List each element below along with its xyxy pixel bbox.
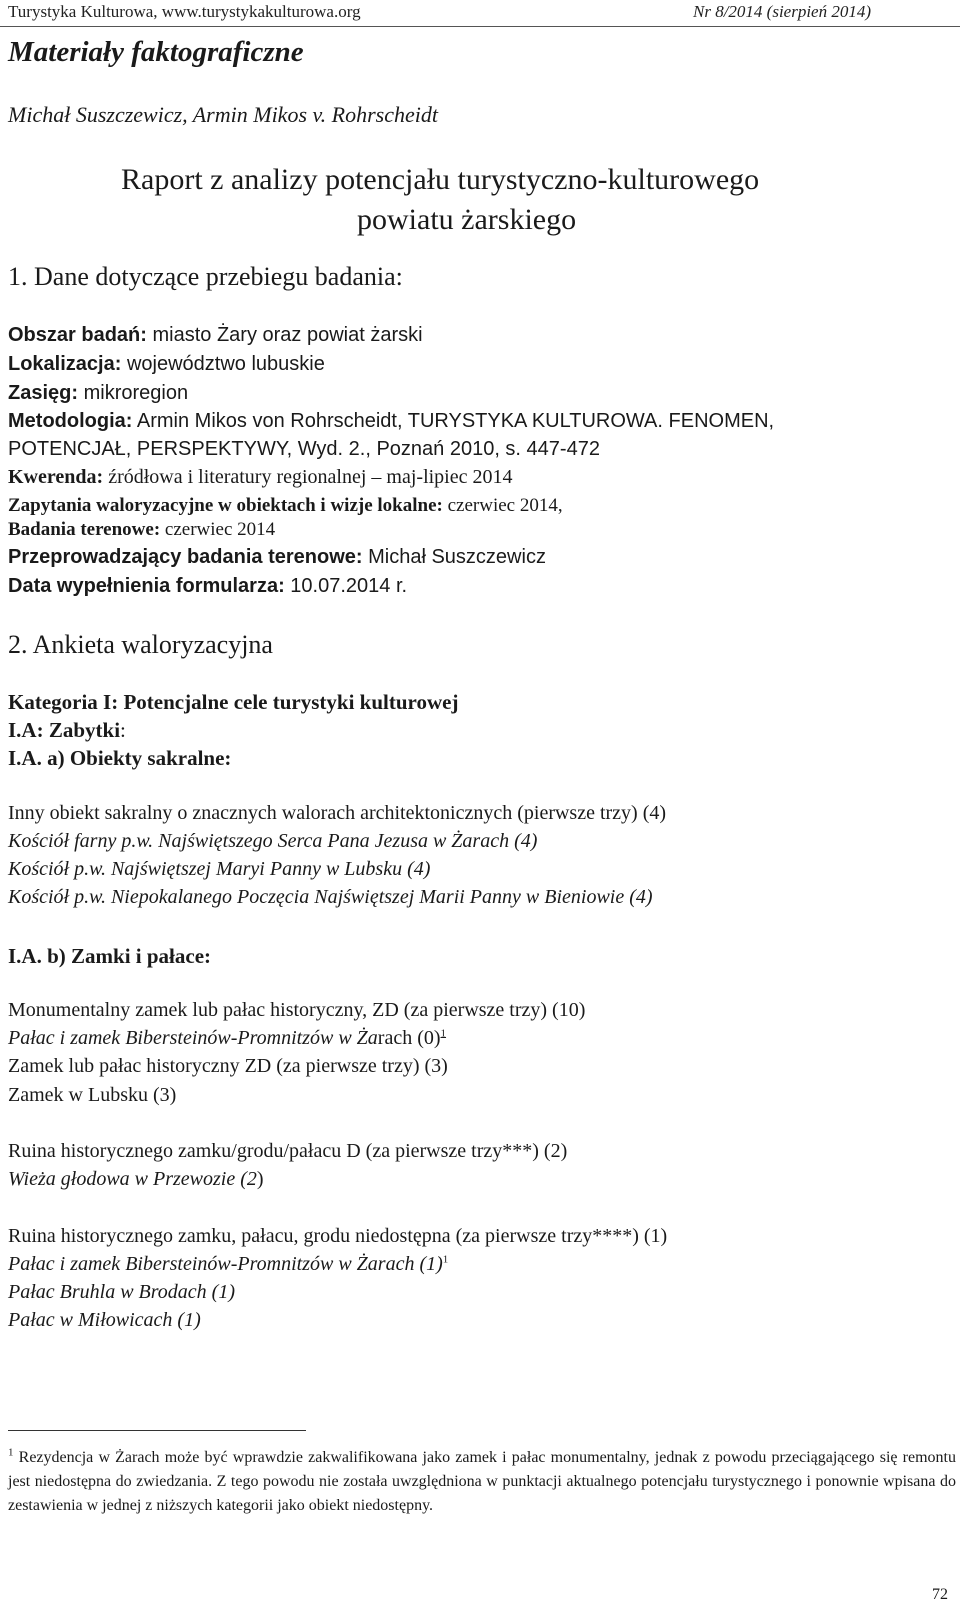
running-header-journal: Turystyka Kulturowa, www.turystykakulturowa.org [8, 2, 361, 21]
meta-data [8, 575, 407, 598]
meta-zasieg [8, 382, 188, 405]
footnote [8, 1446, 956, 1518]
footnote-text: Rezydencja w Żarach może być wprawdzie zakwalifikowana jako zamek i pałac monumentalny, jednak z powodu przeciągającego się remontu jest niedostępna do zwiedzania. Z tego powodu nie została uwzględniona w punktacji aktualnego potencjału turystycznego i ponownie wpisana do zestawienia w jednej z niższych kategorii jako obiekt niedostępny. [8, 1449, 956, 1514]
meta-metodologia-value: Armin Mikos von Rohrscheidt, TURYSTYKA KULTUROWA. FENOMEN, [132, 410, 775, 432]
authors: Michał Suszczewicz, Armin Mikos v. Rohrscheidt [8, 102, 438, 127]
category-heading: Kategoria I: Potencjalne cele turystyki kulturowej [8, 690, 459, 714]
section1-heading: 1. Dane dotyczące przebiegu badania: [8, 262, 403, 291]
meta-metodologia-label: Metodologia: [8, 410, 133, 432]
meta-badania-value: czerwiec 2014 [160, 519, 276, 540]
meta-przeprowadzajacy-label: Przeprowadzający badania terenowe: [8, 546, 363, 568]
header-divider [0, 26, 960, 27]
zamki-line3: Zamek lub pałac historyczny ZD (za pierwsze trzy) (3) [8, 1055, 448, 1077]
footnote-ref[interactable]: 1 [442, 1253, 449, 1266]
meta-badania-label: Badania terenowe: [8, 519, 161, 540]
report-title-line1: Raport z analizy potencjału turystyczno-kulturowego [121, 163, 760, 196]
page-number: 72 [932, 1586, 948, 1603]
meta-kwerenda-label: Kwerenda: [8, 466, 104, 488]
meta-zasieg-value: mikroregion [78, 382, 189, 404]
zabytki-colon: : [120, 718, 126, 742]
meta-zapytania-value: czerwiec 2014, [442, 495, 563, 516]
meta-lokalizacja-label: Lokalizacja: [8, 353, 122, 375]
meta-metodologia [8, 410, 774, 433]
sakralne-item: Kościół p.w. Najświętszej Maryi Panny w Lubsku (4) [8, 858, 431, 880]
meta-data-label: Data wypełnienia formularza: [8, 575, 285, 597]
meta-zapytania-label: Zapytania waloryzacyjne w obiektach i wizje lokalne: [8, 495, 443, 516]
ruina2-item-text: Pałac i zamek Bibersteinów-Promnitzów w Żarach (1) [8, 1253, 443, 1275]
footnote-ref[interactable]: 1 [440, 1027, 447, 1040]
report-title-line2: powiatu żarskiego [357, 203, 577, 236]
meta-przeprowadzajacy-value: Michał Suszczewicz [362, 546, 546, 568]
meta-badania [8, 519, 275, 541]
ruina2-intro: Ruina historycznego zamku, pałacu, grodu niedostępna (za pierwsze trzy****) (1) [8, 1225, 668, 1247]
zamki-line4: Zamek w Lubsku (3) [8, 1084, 177, 1106]
meta-zasieg-label: Zasięg: [8, 382, 79, 404]
ruina2-item: Pałac w Miłowicach (1) [8, 1309, 201, 1331]
meta-metodologia-cont: POTENCJAŁ, PERSPEKTYWY, Wyd. 2., Poznań 2010, s. 447-472 [8, 438, 600, 460]
zamki-heading: I.A. b) Zamki i pałace: [8, 944, 212, 968]
meta-lokalizacja-value: województwo lubuskie [121, 353, 325, 375]
sakralne-item: Kościół farny p.w. Najświętszego Serca Pana Jezusa w Żarach (4) [8, 830, 538, 852]
footnote-divider [8, 1430, 306, 1431]
meta-obszar-label: Obszar badań: [8, 324, 147, 346]
ruina2-item: Pałac Bruhla w Brodach (1) [8, 1281, 236, 1303]
ruina2-item [8, 1253, 448, 1276]
zamki-item-plain: rach (0) [377, 1027, 441, 1049]
section2-heading: 2. Ankieta waloryzacyjna [8, 630, 273, 659]
section-title: Materiały faktograficzne [8, 36, 304, 68]
ruina-item [8, 1168, 264, 1191]
footnote-number: 1 [8, 1446, 14, 1459]
meta-kwerenda [8, 466, 513, 489]
running-header-issue: Nr 8/2014 (sierpień 2014) [693, 2, 872, 21]
meta-przeprowadzajacy [8, 546, 546, 569]
sakralne-intro: Inny obiekt sakralny o znacznych walorach architektonicznych (pierwsze trzy) (4) [8, 802, 667, 824]
meta-data-value: 10.07.2014 r. [284, 575, 408, 597]
ruina-item-plain: ) [256, 1168, 264, 1190]
zamki-intro: Monumentalny zamek lub pałac historyczny, ZD (za pierwsze trzy) (10) [8, 999, 586, 1021]
zabytki-label: I.A: Zabytki [8, 718, 121, 742]
ruina-item-italic: Wieża głodowa w Przewozie (2 [8, 1168, 257, 1190]
sakralne-heading: I.A. a) Obiekty sakralne: [8, 746, 232, 770]
zabytki-heading [8, 718, 126, 743]
sakralne-item: Kościół p.w. Niepokalanego Poczęcia Najświętszej Marii Panny w Bieniowie (4) [8, 886, 653, 908]
meta-obszar [8, 324, 423, 347]
zamki-item-italic: Pałac i zamek Bibersteinów-Promnitzów w Ża [8, 1027, 378, 1049]
meta-obszar-value: miasto Żary oraz powiat żarski [146, 324, 423, 346]
ruina-intro: Ruina historycznego zamku/grodu/pałacu D (za pierwsze trzy***) (2) [8, 1140, 568, 1162]
meta-zapytania [8, 495, 563, 517]
zamki-item [8, 1027, 446, 1050]
meta-lokalizacja [8, 353, 325, 376]
meta-kwerenda-value: źródłowa i literatury regionalnej – maj-lipiec 2014 [103, 466, 513, 488]
